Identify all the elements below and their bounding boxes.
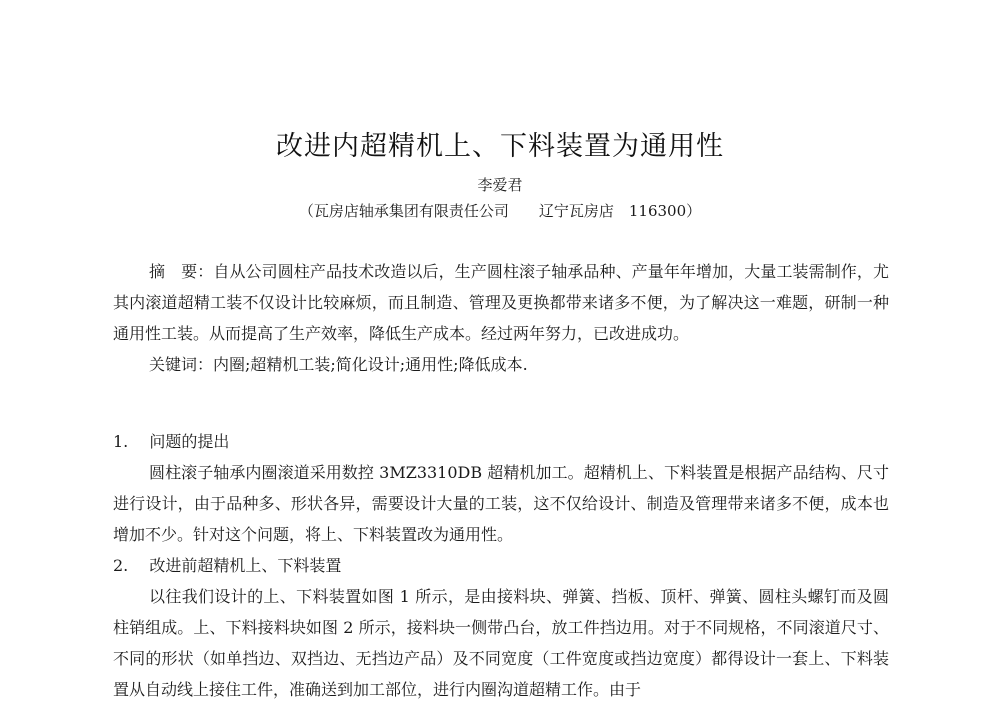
section-heading: 1. 问题的提出 — [113, 432, 230, 451]
body-sections — [113, 426, 889, 705]
keywords-text: 关键词：内圈;超精机工装;简化设计;通用性;降低成本. — [149, 355, 528, 374]
author-name: 李爱君 — [477, 176, 523, 194]
section-paragraph: 以往我们设计的上、下料装置如图 1 所示，是由接料块、弹簧、挡板、顶杆、弹簧、圆柱头螺钉而及圆柱销组成。上、下料接料块如图 2 所示，接料块一侧带凸台，放工件挡边用。对于不同规格，不同滚道尺寸、不同的形状（如单挡边、双挡边、无挡边产品）及不同宽度（工件宽度或挡边宽度）都得设计一套上、下料装置从自动线上接住工件，准确送到加工部位，进行内圈沟道超精工作。由于 — [113, 587, 889, 699]
author-affiliation: （瓦房店轴承集团有限责任公司 辽宁瓦房店 116300） — [298, 202, 702, 220]
section-heading: 2. 改进前超精机上、下料装置 — [113, 556, 342, 575]
section-paragraph: 圆柱滚子轴承内圈滚道采用数控 3MZ3310DB 超精机加工。超精机上、下料装置是根据产品结构、尺寸进行设计，由于品种多、形状各异，需要设计大量的工装，这不仅给设计、制造及管理带来诸多不便，成本也增加不少。针对这个问题，将上、下料装置改为通用性。 — [113, 463, 889, 544]
abstract-text: 摘 要：自从公司圆柱产品技术改造以后，生产圆柱滚子轴承品种、产量年年增加，大量工装需制作，尤其内滚道超精工装不仅设计比较麻烦，而且制造、管理及更换都带来诸多不便，为了解决这一难题，研制一种通用性工装。从而提高了生产效率，降低生产成本。经过两年努力，已改进成功。 — [113, 262, 889, 343]
abstract-block — [113, 256, 889, 380]
paper-title: 改进内超精机上、下料装置为通用性 — [276, 131, 724, 162]
